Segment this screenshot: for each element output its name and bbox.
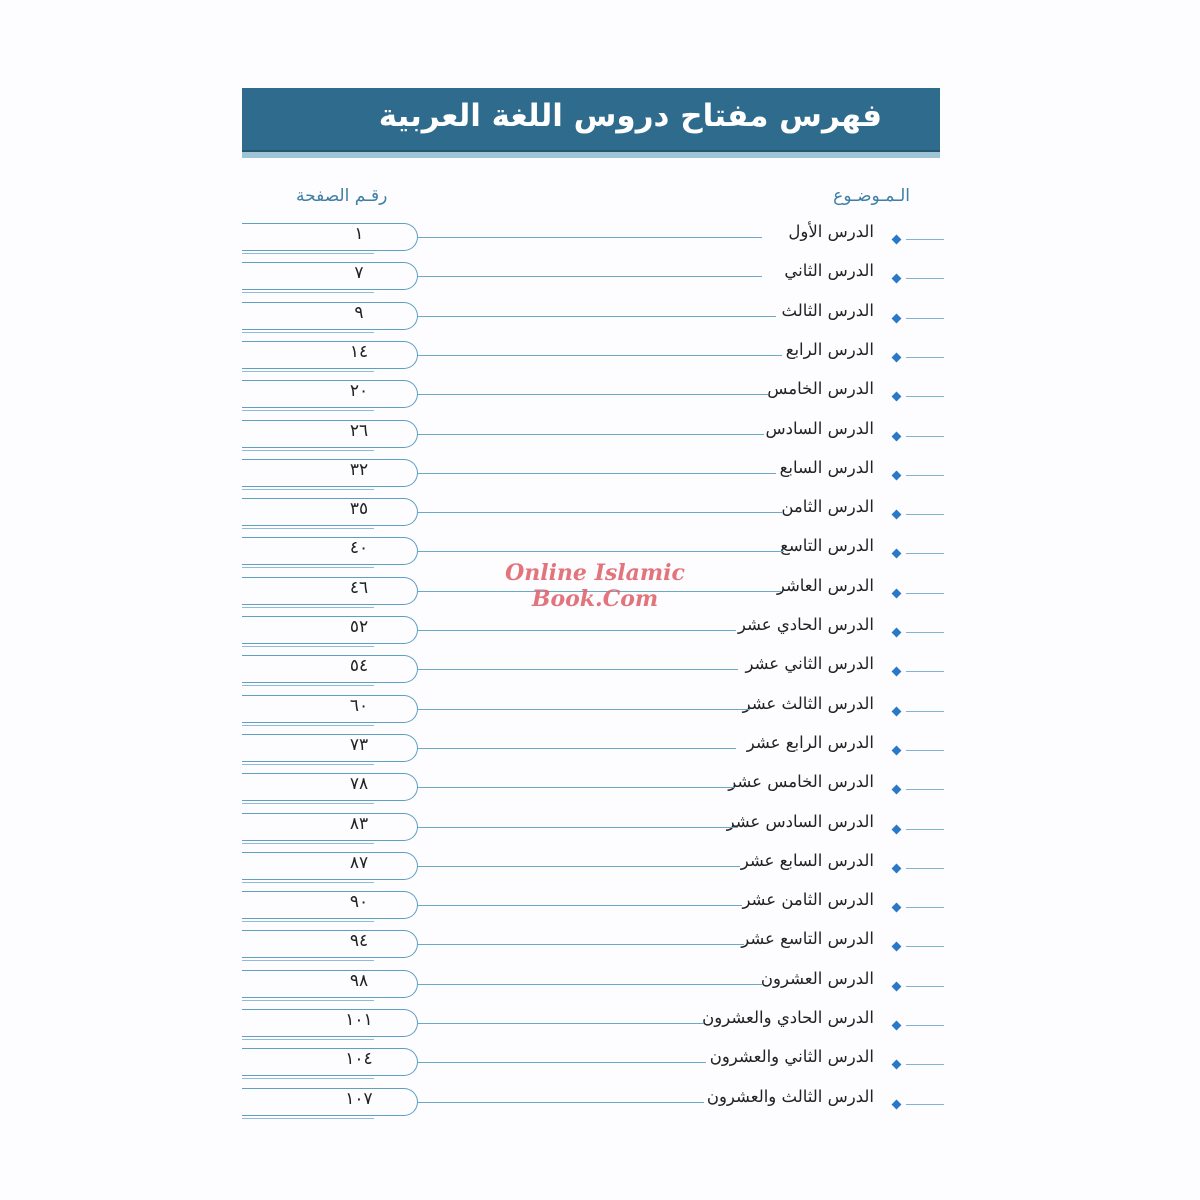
table-row[interactable] [0, 1047, 1200, 1087]
row-rule [906, 868, 944, 869]
row-rule [906, 1064, 944, 1065]
diamond-bullet-icon [892, 588, 902, 598]
row-underline [242, 489, 374, 490]
diamond-bullet-icon [892, 235, 902, 245]
lesson-label: الدرس العاشر [776, 575, 874, 595]
row-underline [242, 1118, 374, 1119]
row-rule [906, 396, 944, 397]
row-underline [242, 1078, 374, 1079]
leader-line [418, 434, 764, 435]
leader-line [418, 905, 742, 906]
table-row[interactable] [0, 1087, 1200, 1127]
page-number: ٩٨ [349, 970, 369, 991]
row-underline [242, 332, 374, 333]
row-rule [906, 318, 944, 319]
leader-line [418, 709, 750, 710]
table-row[interactable] [0, 379, 1200, 419]
leader-line [418, 1023, 704, 1024]
lesson-label: الدرس السابع [779, 457, 874, 477]
page-number: ٧٣ [349, 734, 369, 755]
lesson-label: الدرس الثالث [781, 300, 874, 320]
lesson-label: الدرس الثاني عشر [745, 654, 874, 674]
table-row[interactable] [0, 851, 1200, 891]
row-rule [906, 789, 944, 790]
diamond-bullet-icon [892, 313, 902, 323]
leader-line [418, 512, 782, 513]
row-underline [242, 567, 374, 568]
row-rule [906, 357, 944, 358]
diamond-bullet-icon [892, 431, 902, 441]
table-row[interactable] [0, 772, 1200, 812]
diamond-bullet-icon [892, 274, 902, 284]
row-rule [906, 1025, 944, 1026]
leader-line [418, 316, 776, 317]
page-number: ٩٠ [349, 892, 369, 913]
diamond-bullet-icon [892, 392, 902, 402]
row-rule [906, 1104, 944, 1105]
leader-line [418, 276, 762, 277]
leader-line [418, 630, 736, 631]
page-number: ٢٠ [349, 381, 369, 402]
page-number: ٤٦ [349, 577, 369, 598]
row-underline [242, 292, 374, 293]
lesson-label: الدرس الخامس عشر [728, 772, 874, 792]
row-rule [906, 593, 944, 594]
leader-line [418, 787, 734, 788]
row-rule [906, 829, 944, 830]
page-number: ٢٦ [349, 420, 369, 441]
leader-line [418, 669, 738, 670]
diamond-bullet-icon [892, 1021, 902, 1031]
table-row[interactable] [0, 733, 1200, 773]
leader-line [418, 748, 736, 749]
leader-line [418, 1102, 704, 1103]
page-number: ١٠١ [345, 1010, 373, 1030]
row-rule [906, 750, 944, 751]
page-title: فهرس مفتاح دروس اللغة العربية [378, 98, 882, 134]
lesson-label: الدرس الحادي عشر [737, 615, 874, 634]
row-underline [242, 528, 374, 529]
table-row[interactable] [0, 301, 1200, 341]
table-row[interactable] [0, 1008, 1200, 1048]
diamond-bullet-icon [892, 628, 902, 638]
lesson-label: الدرس الرابع [785, 339, 874, 359]
row-underline [242, 764, 374, 765]
page-number: ٨٣ [349, 813, 369, 834]
table-row[interactable] [0, 261, 1200, 301]
column-header-topic: الـمـوضـوع [833, 186, 910, 206]
page-number: ٧ [354, 263, 364, 284]
leader-line [418, 473, 776, 474]
row-rule [906, 986, 944, 987]
row-underline [242, 685, 374, 686]
lesson-label: الدرس التاسع عشر [741, 929, 874, 949]
row-underline [242, 921, 374, 922]
diamond-bullet-icon [892, 1060, 902, 1070]
row-rule [906, 553, 944, 554]
page-number: ٥٢ [349, 617, 369, 637]
row-rule [906, 632, 944, 633]
diamond-bullet-icon [892, 352, 902, 362]
lesson-label: الدرس الرابع عشر [746, 732, 874, 752]
table-row[interactable] [0, 615, 1200, 655]
page-number: ٤٠ [349, 538, 369, 559]
row-rule [906, 671, 944, 672]
row-underline [242, 371, 374, 372]
lesson-label: الدرس الثامن [781, 497, 874, 517]
page-number: ٦٠ [349, 695, 369, 716]
leader-line [418, 866, 740, 867]
row-rule [906, 711, 944, 712]
leader-line [418, 984, 762, 985]
table-row[interactable] [0, 812, 1200, 852]
lesson-label: الدرس الثاني [784, 261, 874, 281]
page-number: ١٠٤ [345, 1049, 373, 1070]
row-underline [242, 843, 374, 844]
diamond-bullet-icon [892, 549, 902, 559]
leader-line [418, 355, 782, 356]
row-underline [242, 450, 374, 451]
lesson-label: الدرس الثالث والعشرون [706, 1086, 874, 1106]
row-rule [906, 278, 944, 279]
diamond-bullet-icon [892, 903, 902, 913]
row-underline [242, 1000, 374, 1001]
table-row[interactable] [0, 458, 1200, 498]
row-underline [242, 1039, 374, 1040]
lesson-label: الدرس الحادي والعشرون [702, 1008, 874, 1027]
row-rule [906, 946, 944, 947]
leader-line [418, 394, 768, 395]
row-underline [242, 253, 374, 254]
watermark-line-1: Online Islamic [505, 560, 685, 586]
table-row[interactable] [0, 497, 1200, 537]
row-rule [906, 239, 944, 240]
page-number: ٣٥ [349, 499, 369, 520]
row-underline [242, 646, 374, 647]
page-number: ١ [354, 224, 364, 244]
diamond-bullet-icon [892, 785, 902, 795]
diamond-bullet-icon [892, 706, 902, 716]
leader-line [418, 237, 762, 238]
table-row[interactable] [0, 890, 1200, 930]
page-number: ٩ [354, 302, 364, 323]
lesson-label: الدرس السادس عشر [726, 811, 874, 831]
diamond-bullet-icon [892, 510, 902, 520]
table-row[interactable] [0, 969, 1200, 1009]
table-row[interactable] [0, 694, 1200, 734]
row-rule [906, 436, 944, 437]
table-row[interactable] [0, 419, 1200, 459]
lesson-label: الدرس التاسع [780, 536, 874, 556]
page-number: ١٠٧ [345, 1088, 373, 1109]
row-underline [242, 960, 374, 961]
diamond-bullet-icon [892, 981, 902, 991]
row-rule [906, 907, 944, 908]
diamond-bullet-icon [892, 667, 902, 677]
diamond-bullet-icon [892, 1099, 902, 1109]
row-underline [242, 725, 374, 726]
leader-line [418, 1062, 706, 1063]
diamond-bullet-icon [892, 745, 902, 755]
page-number: ٩٤ [349, 931, 369, 952]
lesson-label: الدرس الأول [788, 222, 874, 241]
diamond-bullet-icon [892, 824, 902, 834]
page-number: ٨٧ [349, 852, 369, 873]
diamond-bullet-icon [892, 942, 902, 952]
leader-line [418, 827, 738, 828]
lesson-label: الدرس الثامن عشر [742, 890, 874, 910]
diamond-bullet-icon [892, 863, 902, 873]
row-rule [906, 514, 944, 515]
leader-line [418, 551, 784, 552]
column-header-page-number: رقـم الصفحة [296, 186, 388, 206]
watermark-line-2: Book.Com [531, 586, 659, 612]
row-rule [906, 475, 944, 476]
leader-line [418, 944, 744, 945]
table-row[interactable] [0, 929, 1200, 969]
lesson-label: الدرس الخامس [767, 379, 874, 399]
lesson-label: الدرس السادس [765, 418, 874, 438]
table-row[interactable] [0, 340, 1200, 380]
diamond-bullet-icon [892, 470, 902, 480]
page-number: ٣٢ [349, 459, 369, 480]
lesson-label: الدرس العشرون [760, 968, 874, 988]
page-number: ٧٨ [349, 774, 369, 795]
lesson-label: الدرس الثاني والعشرون [709, 1047, 874, 1067]
lesson-label: الدرس الثالث عشر [742, 693, 874, 713]
lesson-label: الدرس السابع عشر [740, 850, 874, 870]
row-underline [242, 882, 374, 883]
table-row[interactable] [0, 222, 1200, 262]
table-row[interactable] [0, 654, 1200, 694]
row-underline [242, 607, 374, 608]
page-number: ١٤ [349, 341, 369, 362]
watermark [480, 560, 710, 612]
row-underline [242, 410, 374, 411]
row-underline [242, 803, 374, 804]
page-number: ٥٤ [349, 656, 369, 677]
